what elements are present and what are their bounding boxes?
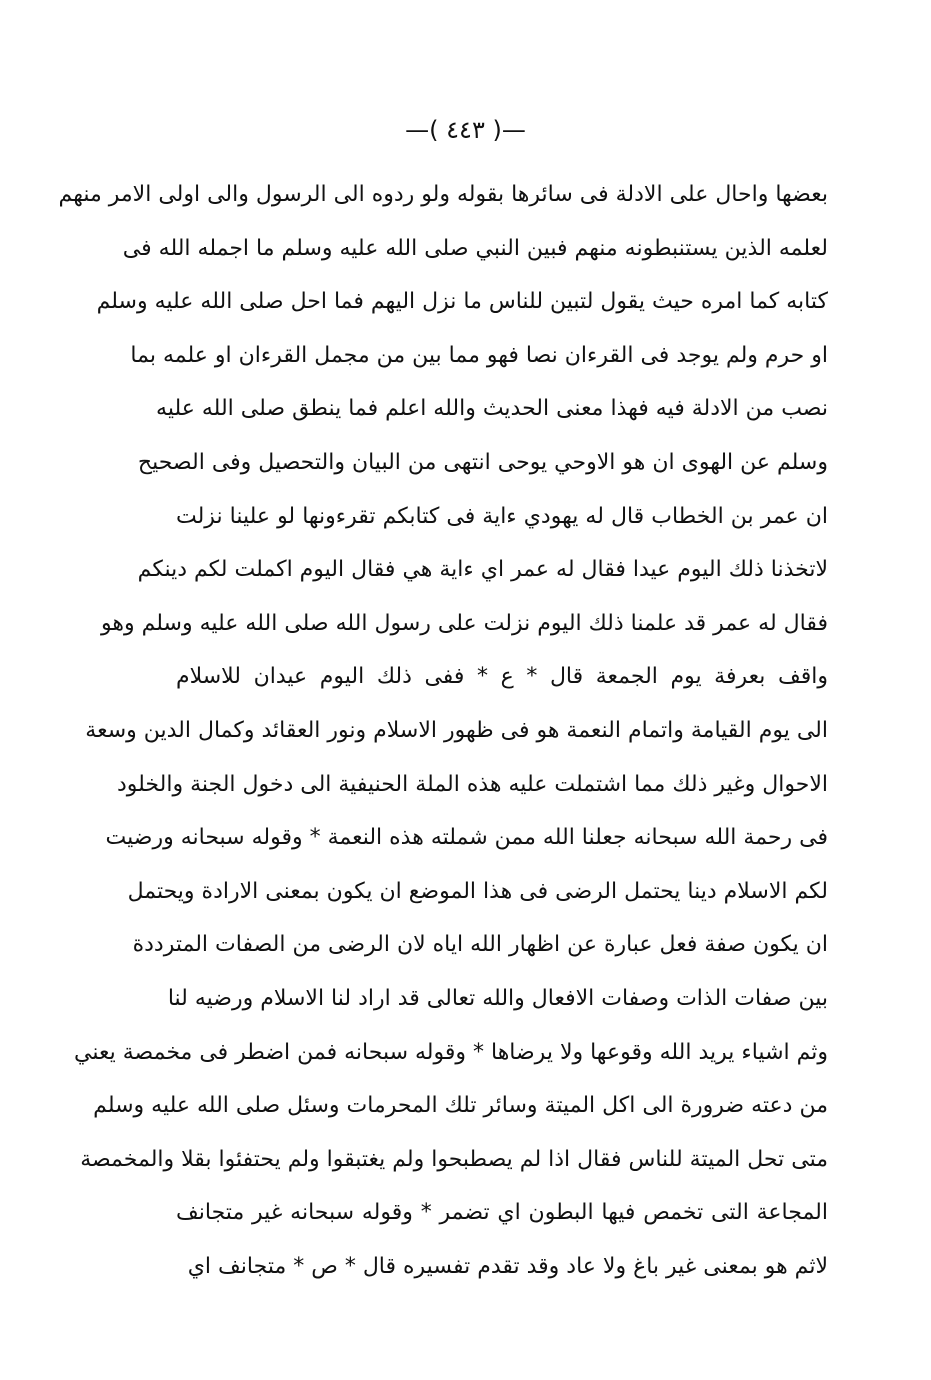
- page-number: —( ٤٤٣ )—: [405, 116, 526, 144]
- text-line: لكم الاسلام دينا يحتمل الرضى فى هذا الموضع ان يكون بمعنى الارادة ويحتمل: [127, 878, 828, 904]
- text-line: بعضها واحال على الادلة فى سائرها بقوله ولو ردوه الى الرسول والى اولى الامر منهم: [58, 182, 828, 207]
- text-line: نصب من الادلة فيه فهذا معنى الحديث والله اعلم فما ينطق صلى الله عليه: [156, 396, 828, 422]
- text-line: وسلم عن الهوى ان هو الاوحي يوحى انتهى من البيان والتحصيل وفى الصحيح: [137, 449, 828, 475]
- text-line: لاثم هو بمعنى غير باغ ولا عاد وقد تقدم تفسيره قال * ص * متجانف اي: [187, 1253, 828, 1279]
- text-line: الى يوم القيامة واتمام النعمة هو فى ظهور الاسلام ونور العقائد وكمال الدين وسعة: [85, 717, 828, 743]
- text-line: من دعته ضرورة الى اكل الميتة وسائر تلك المحرمات وسئل صلى الله عليه وسلم: [93, 1093, 828, 1119]
- text-line: متى تحل الميتة للناس فقال اذا لم يصطبحوا ولم يغتبقوا ولم يحتفئوا بقلا والمخمصة: [80, 1146, 828, 1172]
- text-line: كتابه كما امره حيث يقول لتبين للناس ما نزل اليهم فما احل صلى الله عليه وسلم: [96, 289, 828, 315]
- text-line: بين صفات الذات وصفات الافعال والله تعالى قد اراد لنا الاسلام ورضيه لنا: [167, 985, 828, 1011]
- text-line: المجاعة التى تخمص فيها البطون اي تضمر * وقوله سبحانه غير متجانف: [176, 1200, 828, 1226]
- text-line: ان يكون صفة فعل عبارة عن اظهار الله اياه لان الرضى من الصفات المترددة: [132, 932, 828, 958]
- text-line: الاحوال وغير ذلك مما اشتملت عليه هذه الملة الحنيفية الى دخول الجنة والخلود: [116, 771, 828, 797]
- text-line: واقف بعرفة يوم الجمعة قال * ع * ففى ذلك اليوم عيدان للاسلام: [176, 664, 828, 690]
- text-line: فى رحمة الله سبحانه جعلنا الله ممن شملته هذه النعمة * وقوله سبحانه ورضيت: [105, 825, 828, 851]
- text-line: وثم اشياء يريد الله وقوعها ولا يرضاها * وقوله سبحانه فمن اضطر فى مخمصة يعني: [74, 1039, 828, 1065]
- page-body-text: [58, 168, 828, 1293]
- text-line: ان عمر بن الخطاب قال له يهودي ءاية فى كتابكم تقرءونها لو علينا نزلت: [176, 503, 828, 529]
- text-line: لاتخذنا ذلك اليوم عيدا فقال له عمر اي ءاية هي فقال اليوم اكملت لكم دينكم: [137, 557, 828, 583]
- text-line: او حرم ولم يوجد فى القرءان نصا فهو مما بين من مجمل القرءان او علمه بما: [130, 342, 828, 368]
- text-line: فقال له عمر قد علمنا ذلك اليوم نزلت على رسول الله صلى الله عليه وسلم وهو: [101, 610, 828, 636]
- text-line: لعلمه الذين يستنبطونه منهم فبين النبي صلى الله عليه وسلم ما اجمله الله فى: [122, 235, 828, 261]
